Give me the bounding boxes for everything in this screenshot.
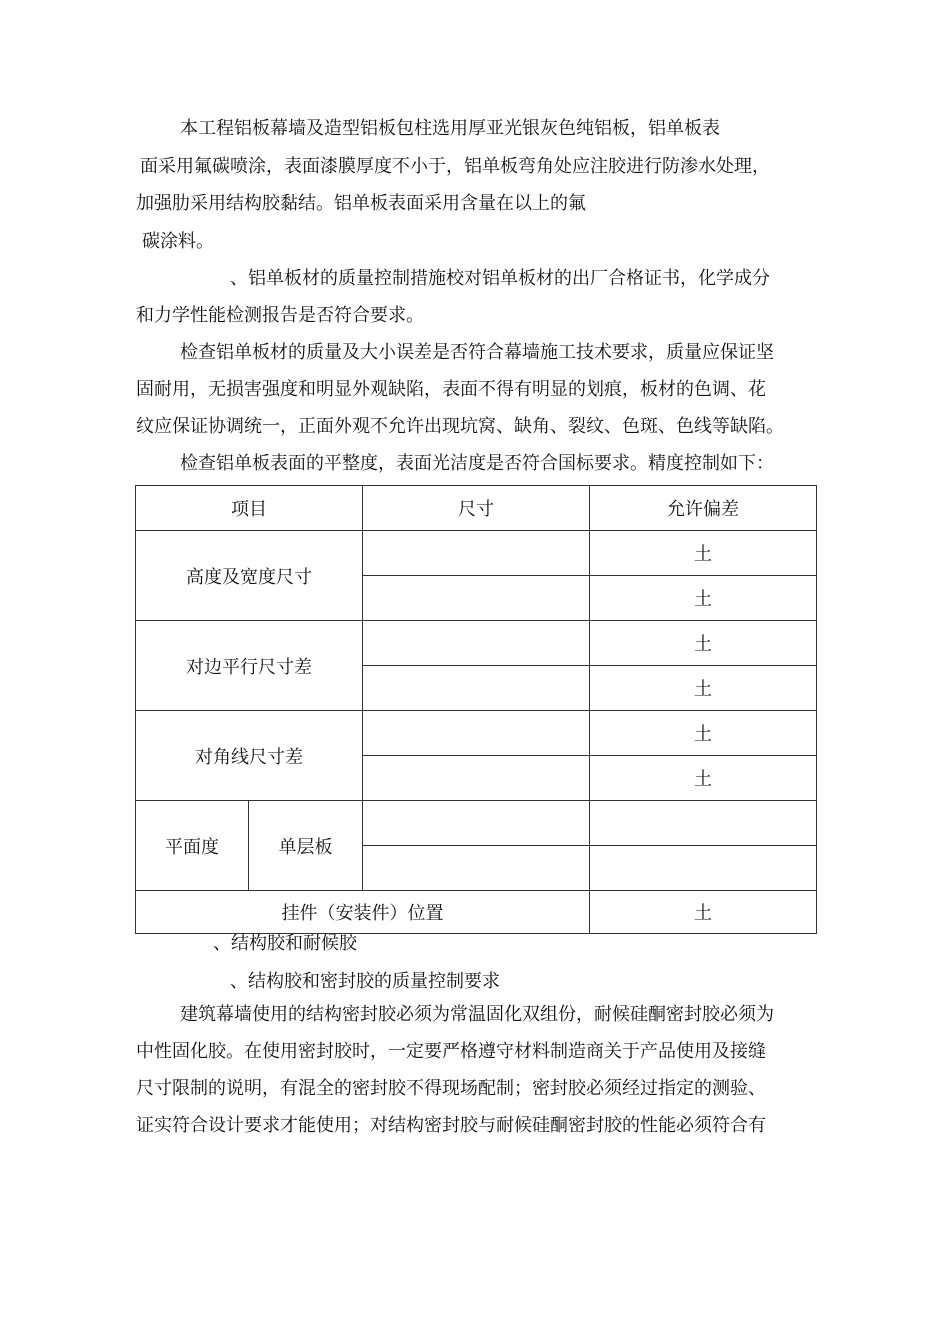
size-cell	[363, 846, 590, 891]
section-heading: 、结构胶和耐候胶	[213, 933, 357, 954]
paragraph-line: 本工程铝板幕墙及造型铝板包柱选用厚亚光银灰色纯铝板，铝单板表	[180, 118, 720, 139]
header-size: 尺寸	[363, 486, 590, 531]
table-header-row	[136, 486, 817, 531]
tolerance-cell: 土	[590, 711, 817, 756]
paragraph-line: 纹应保证协调统一，正面外观不允许出现坑窝、缺角、裂纹、色斑、色线等缺陷。	[136, 416, 784, 437]
size-cell	[363, 666, 590, 711]
table-row	[136, 801, 817, 846]
size-cell	[363, 801, 590, 846]
tolerance-cell: 土	[590, 576, 817, 621]
paragraph-line: 建筑幕墙使用的结构密封胶必须为常温固化双组份，耐候硅酮密封胶必须为	[180, 1004, 774, 1025]
tolerance-cell: 土	[590, 621, 817, 666]
tolerance-cell	[590, 801, 817, 846]
row-label-diagonal: 对角线尺寸差	[136, 711, 363, 801]
precision-control-table	[135, 485, 817, 934]
row-label-flatness: 平面度	[136, 801, 249, 891]
row-label-height-width: 高度及宽度尺寸	[136, 531, 363, 621]
tolerance-cell: 土	[590, 666, 817, 711]
paragraph-line: 碳涂料。	[142, 231, 214, 252]
tolerance-cell: 土	[590, 891, 817, 934]
paragraph-line: 固耐用，无损害强度和明显外观缺陷，表面不得有明显的划痕，板材的色调、花	[136, 379, 766, 400]
table-row	[136, 891, 817, 934]
tolerance-cell	[590, 846, 817, 891]
paragraph-line: 、铝单板材的质量控制措施校对铝单板材的出厂合格证书，化学成分	[230, 268, 770, 289]
table-row	[136, 621, 817, 666]
table-row	[136, 531, 817, 576]
paragraph-line: 检查铝单板表面的平整度，表面光洁度是否符合国标要求。精度控制如下：	[180, 453, 774, 474]
table-row	[136, 711, 817, 756]
tolerance-cell: 土	[590, 531, 817, 576]
header-tolerance: 允许偏差	[590, 486, 817, 531]
row-label-hanger: 挂件（安装件）位置	[136, 891, 590, 934]
header-item: 项目	[136, 486, 363, 531]
paragraph-line: 和力学性能检测报告是否符合要求。	[136, 305, 424, 326]
section-heading: 、结构胶和密封胶的质量控制要求	[230, 971, 500, 992]
tolerance-cell: 土	[590, 756, 817, 801]
size-cell	[363, 621, 590, 666]
paragraph-line: 检查铝单板材的质量及大小误差是否符合幕墙施工技术要求，质量应保证坚	[180, 342, 774, 363]
size-cell	[363, 531, 590, 576]
row-label-parallel: 对边平行尺寸差	[136, 621, 363, 711]
paragraph-line: 面采用氟碳喷涂，表面漆膜厚度不小于，铝单板弯角处应注胶进行防渗水处理，	[140, 156, 770, 177]
paragraph-line: 证实符合设计要求才能使用；对结构密封胶与耐候硅酮密封胶的性能必须符合有	[136, 1115, 766, 1136]
paragraph-line: 加强肋采用结构胶黏结。铝单板表面采用含量在以上的氟	[136, 193, 586, 214]
size-cell	[363, 711, 590, 756]
paragraph-line: 中性固化胶。在使用密封胶时，一定要严格遵守材料制造商关于产品使用及接缝	[136, 1041, 766, 1062]
size-cell	[363, 756, 590, 801]
paragraph-line: 尺寸限制的说明，有混全的密封胶不得现场配制；密封胶必须经过指定的测验、	[136, 1078, 766, 1099]
row-label-single-layer: 单层板	[249, 801, 363, 891]
size-cell	[363, 576, 590, 621]
